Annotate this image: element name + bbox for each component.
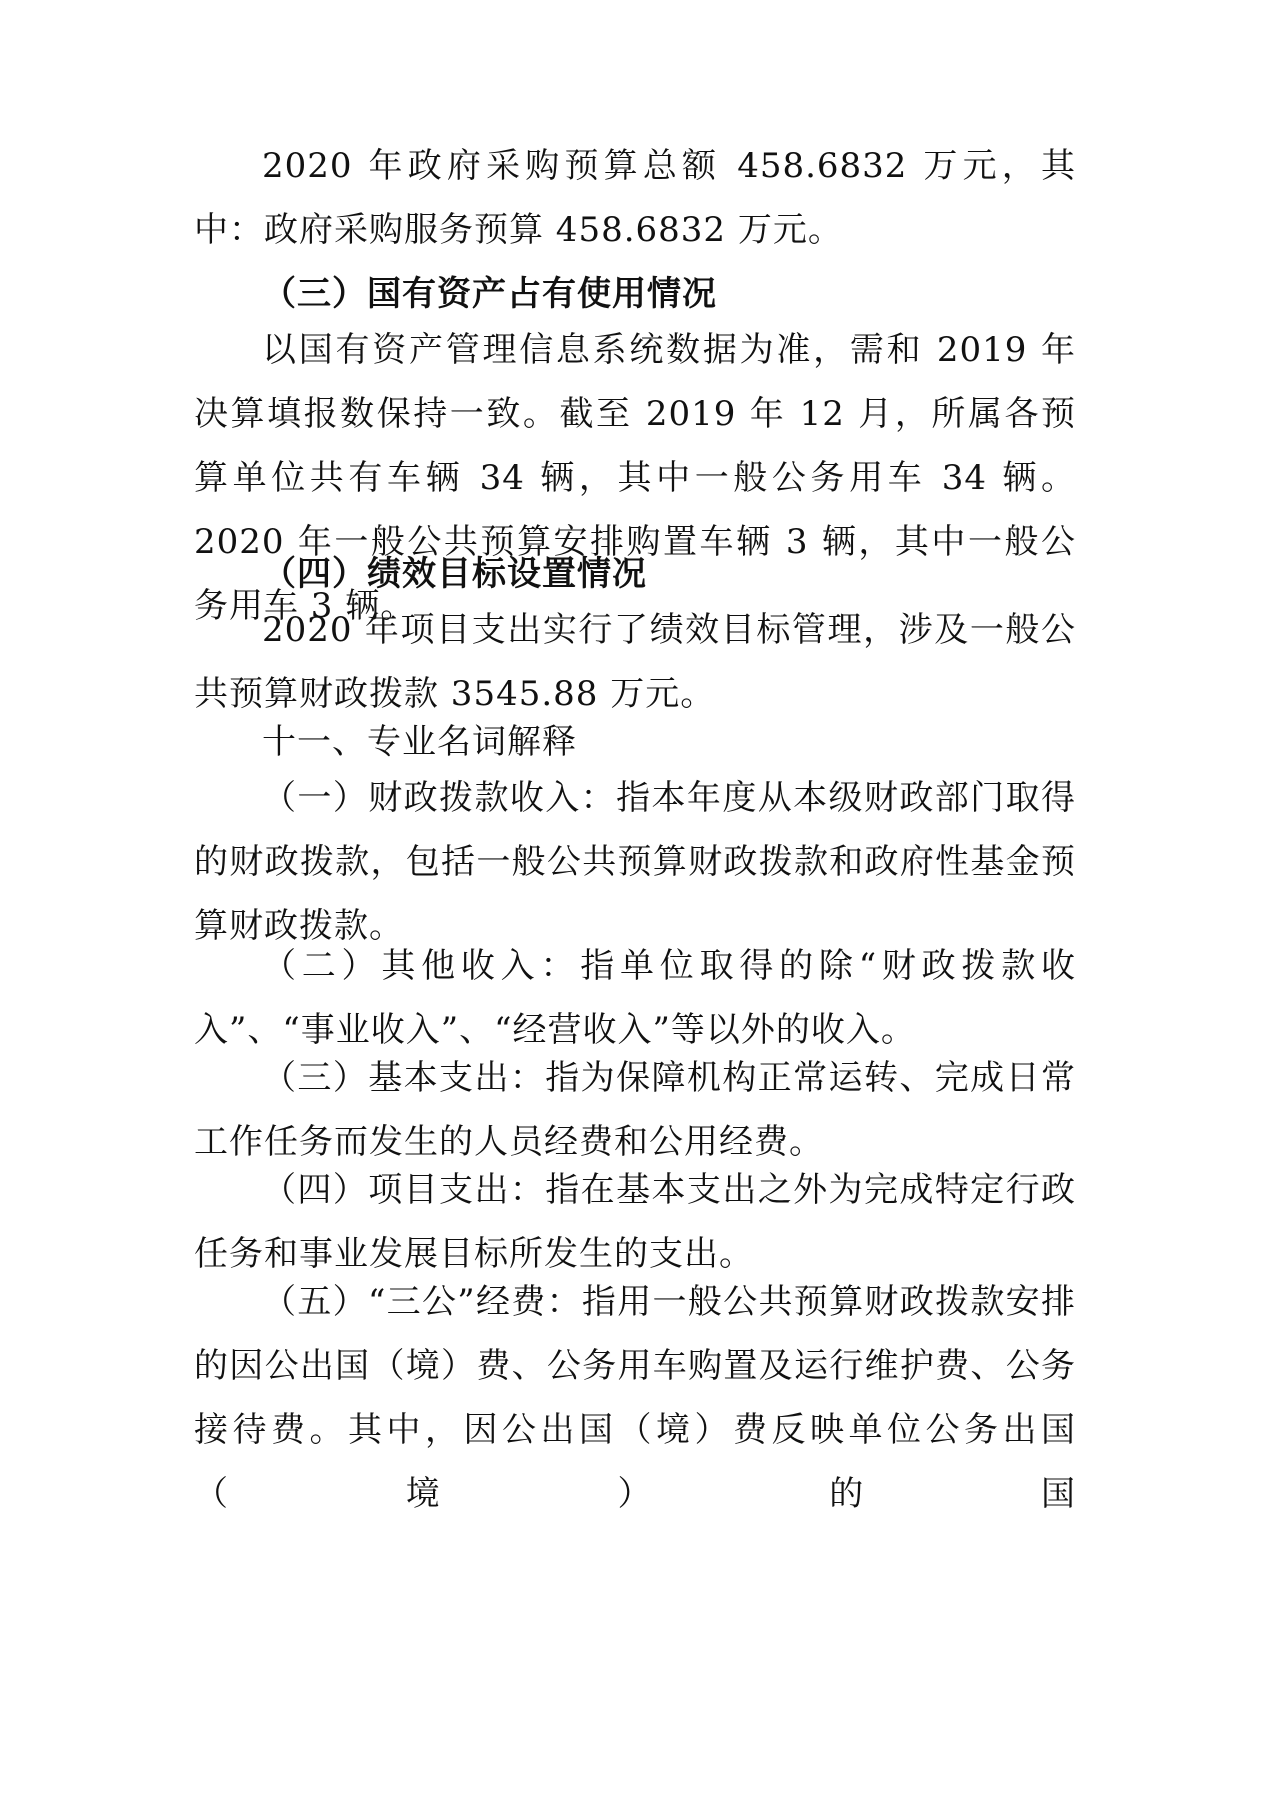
term-basic-expenditure: （三）基本支出：指为保障机构正常运转、完成日常工作任务而发生的人员经费和公用经费。 — [194, 1058, 1076, 1162]
term-other-income: （二）其他收入：指单位取得的除“财政拨款收入”、“事业收入”、“经营收入”等以外的收入。 — [194, 946, 1076, 1050]
assets-paragraph: 以国有资产管理信息系统数据为准，需和 2019 年决算填报数保持一致。截至 2019 年 12 月，所属各预算单位共有车辆 34 辆，其中一般公务用车 34 辆。2020 年一般公共预算安排购置车辆 3 辆，其中一般公务用车 3 辆。 — [194, 330, 1076, 626]
performance-paragraph: 2020 年项目支出实行了绩效目标管理，涉及一般公共预算财政拨款 3545.88 万元。 — [194, 610, 1076, 714]
terms-section-title: 十一、专业名词解释 — [262, 722, 577, 762]
assets-heading: （三）国有资产占有使用情况 — [262, 274, 717, 314]
term-fiscal-allocation: （一）财政拨款收入：指本年度从本级财政部门取得的财政拨款，包括一般公共预算财政拨款和政府性基金预算财政拨款。 — [194, 778, 1076, 946]
term-three-public-expenses: （五）“三公”经费：指用一般公共预算财政拨款安排的因公出国（境）费、公务用车购置及运行维护费、公务接待费。其中，因公出国（境）费反映单位公务出国（境）的国 — [194, 1282, 1076, 1514]
procurement-paragraph: 2020 年政府采购预算总额 458.6832 万元，其中：政府采购服务预算 458.6832 万元。 — [194, 146, 1076, 250]
performance-heading: （四）绩效目标设置情况 — [262, 554, 647, 594]
term-project-expenditure: （四）项目支出：指在基本支出之外为完成特定行政任务和事业发展目标所发生的支出。 — [194, 1170, 1076, 1274]
